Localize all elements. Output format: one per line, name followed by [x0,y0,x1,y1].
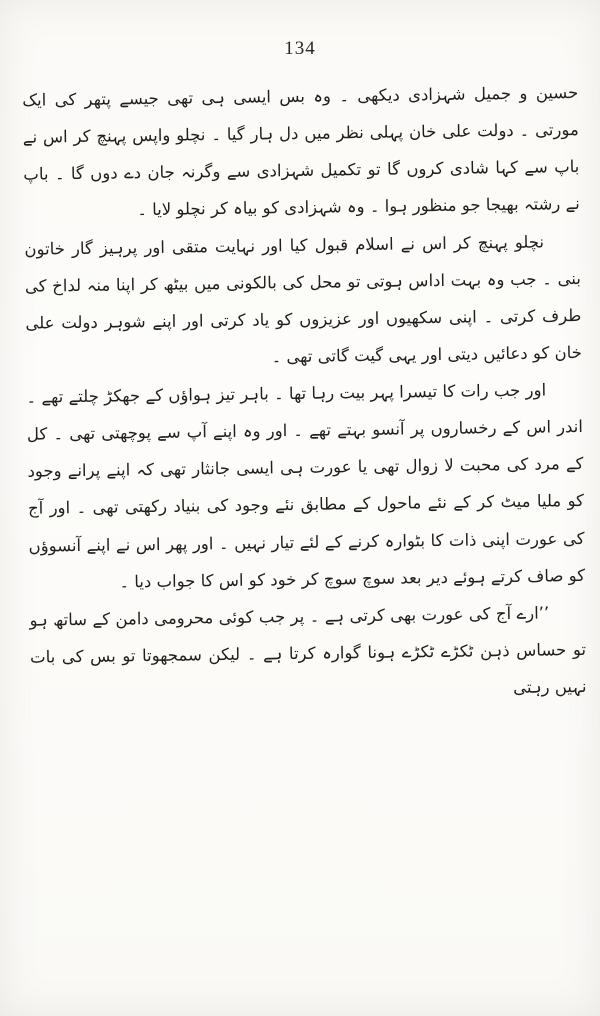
paragraph: نچلو پہنچ کر اس نے اسلام قبول کیا اور نہایت متقی اور پرہیز گار خاتون بنی ۔ جب وہ بہت اداس ہوتی تو محل کی بالکونی میں بیٹھ کر اپنا منہ لداخ کی طرف کرتی ۔ اپنی سکھیوں اور عزیزوں کو یاد کرتی اور اپنے شوہر دولت علی خان کو دعائیں دیتی اور یہی گیت گاتی تھی ۔ [24,231,583,367]
paragraph-quote: ’’ارے آج کی عورت بھی کرتی ہے ۔ پر جب کوئی محرومی دامن کے ساتھ ہو تو حساس ذہن ٹکڑے ٹکڑے ہونا گوارہ کرتا ہے ۔ لیکن سمجھوتا تو بس کی بات نہیں رہتی [29,603,587,697]
paragraph: حسین و جمیل شہزادی دیکھی ۔ وہ بس ایسی ہی تھی جیسے پتھر کی ایک مورتی ۔ دولت علی خان پہلی نظر میں دل ہار گیا ۔ نچلو واپس پہنچ کر اس نے باپ سے کہا شادی کروں گا تو تکمیل شہزادی سے وگرنہ جان دے دوں گا ۔ باپ نے رشتہ بھیجا جو منظور ہوا ۔ وہ شہزادی کو بیاہ کر نچلو لایا ۔ [22,82,580,220]
page-number: 134 [284,38,316,59]
paragraph: اور جب رات کا تیسرا پہر بیت رہا تھا ۔ باہر تیز ہواؤں کے جھکڑ چلتے تھے ۔ اندر اس کے رخساروں پر آنسو بہتے تھے ۔ اور وہ اپنے آپ سے پوچھتی تھی ۔ کل کے مرد کی محبت لا زوال تھی یا عورت ہی ایسی جانثار تھی کہ اپنے پرانے وجود کو ملیا میٹ کر کے نئے ماحول کے مطابق نئے وجود کی بنیاد رکھتی تھی ۔ اور آج کی عورت اپنی ذات کا بٹوارہ کرنے کے لئے تیار نہیں ۔ اور پھر اس نے اپنے آنسوؤں کو صاف کرتے ہوئے دیر بعد سوچ سوچ کر خود کو اس کا جواب دیا ۔ [26,380,586,592]
body-text [22,74,587,713]
